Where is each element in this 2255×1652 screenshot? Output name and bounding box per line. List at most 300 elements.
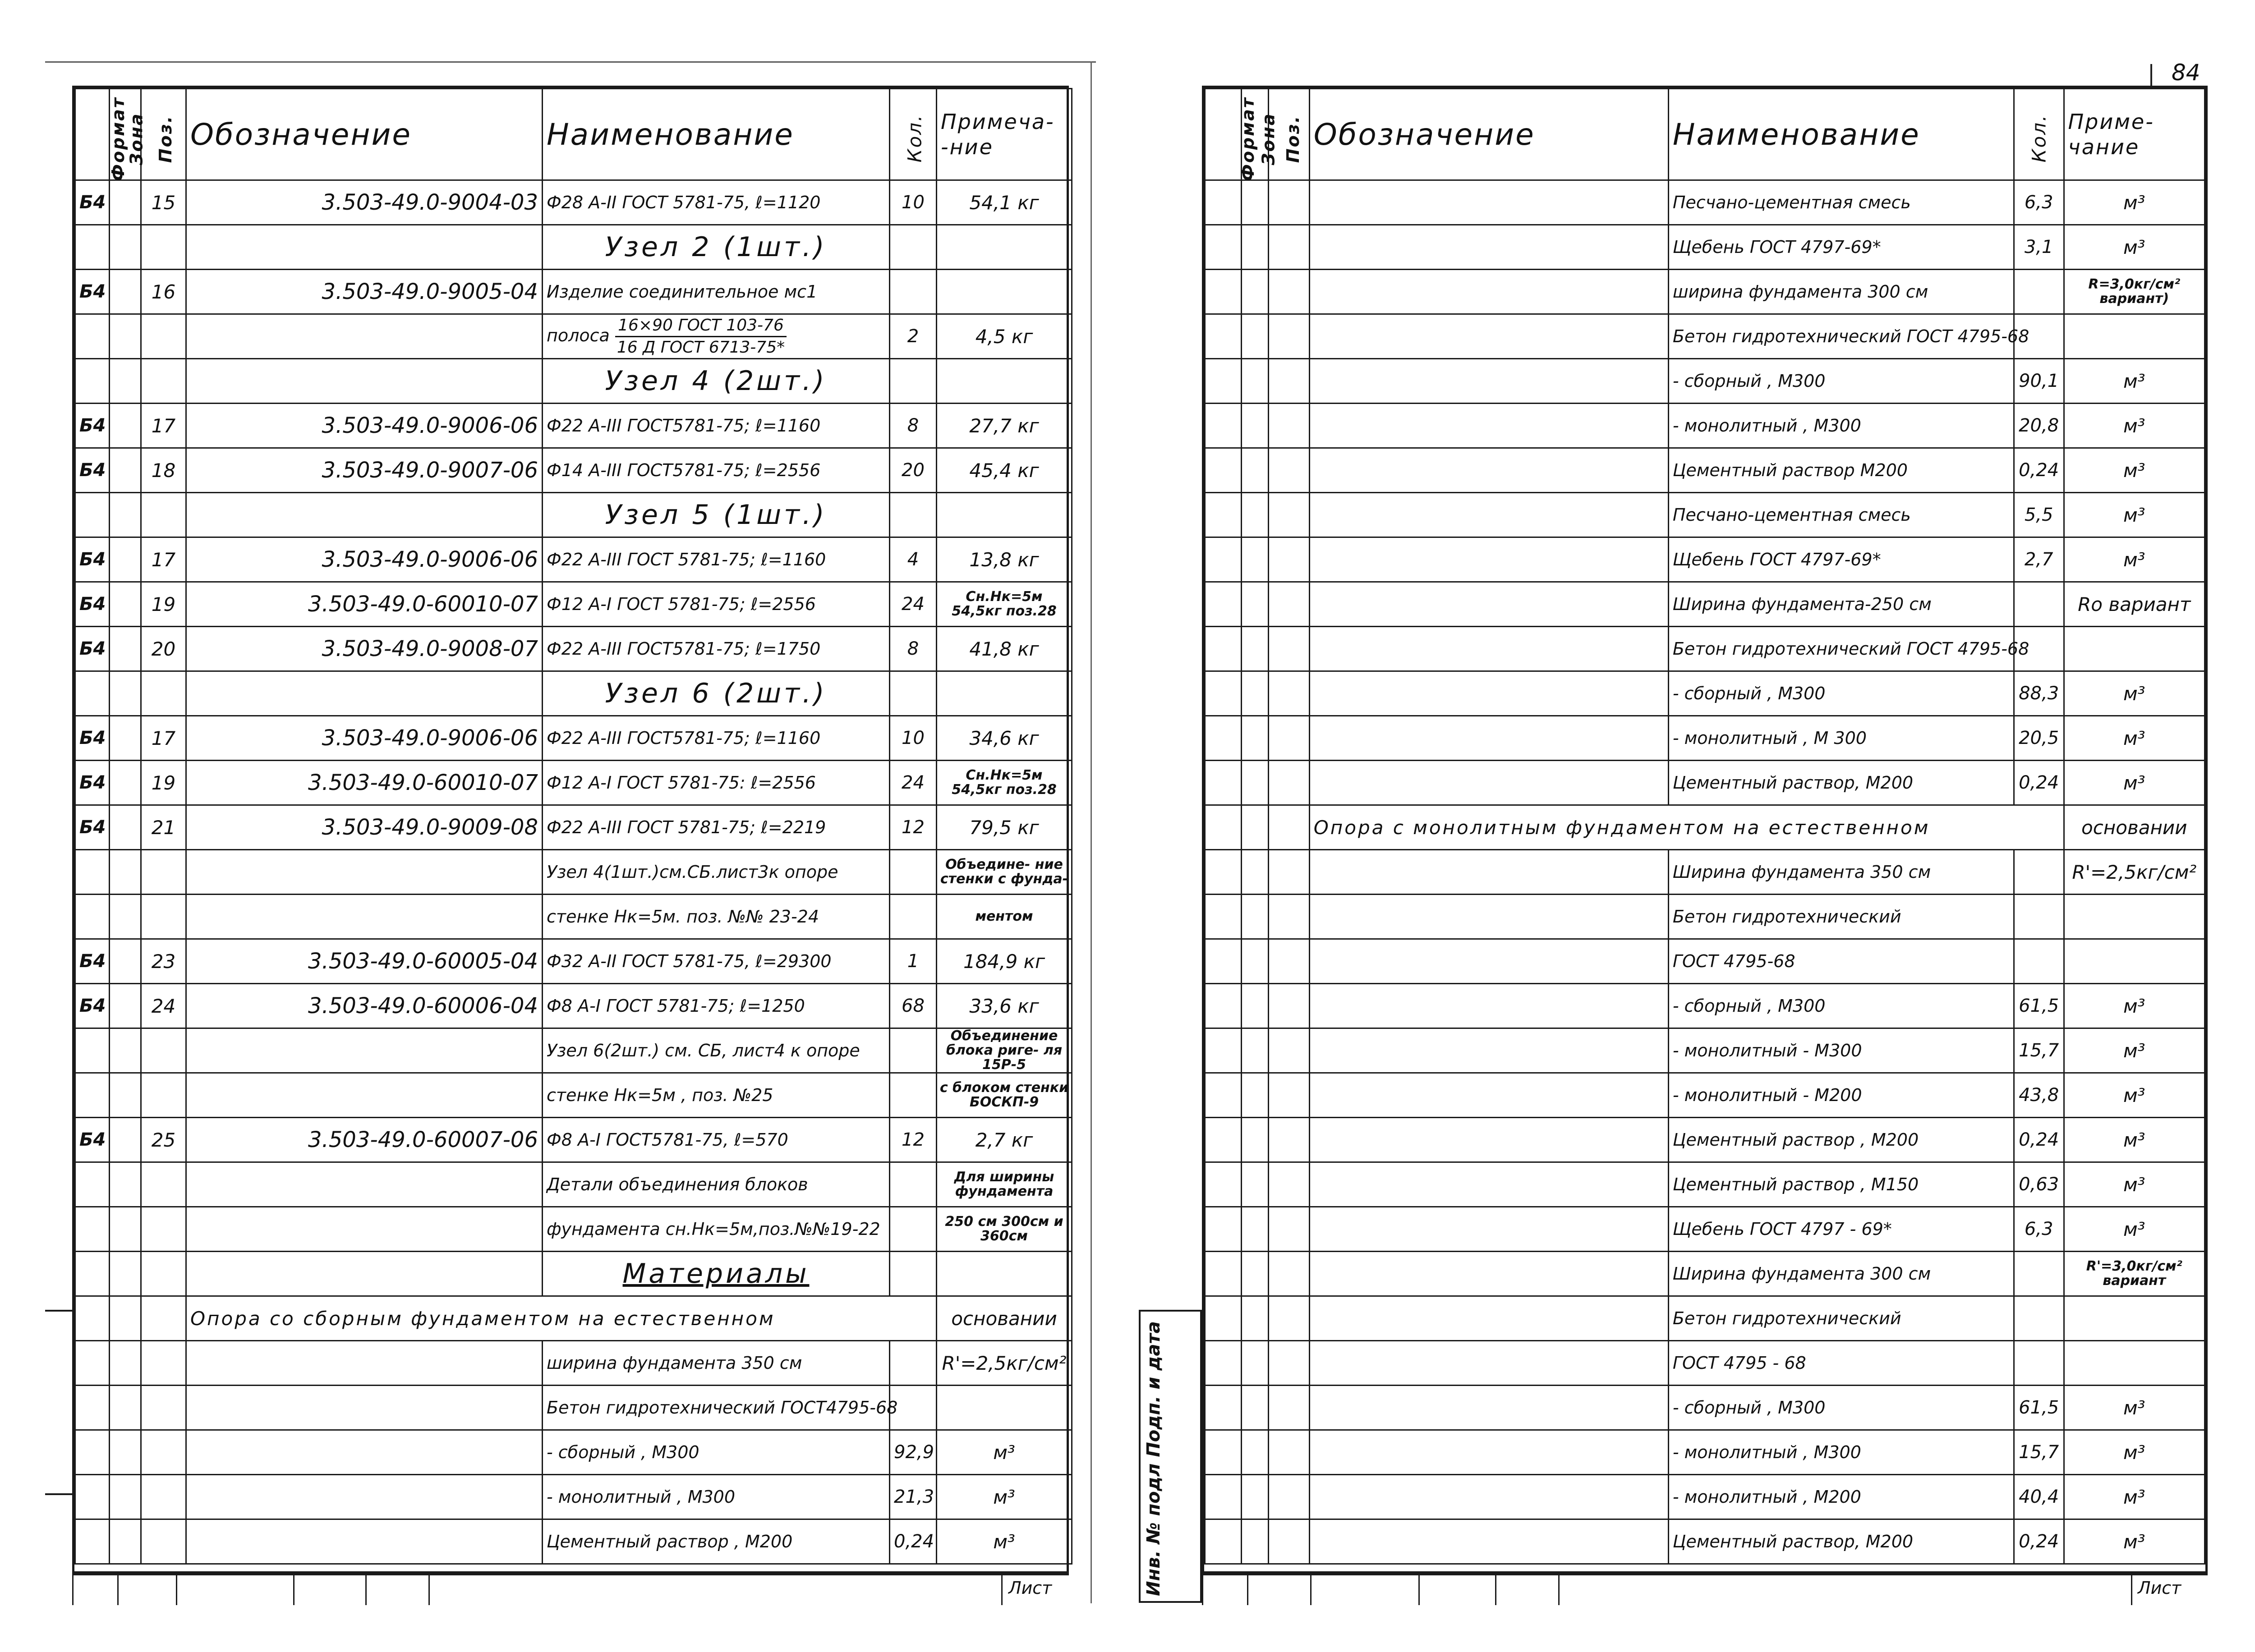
format-cell: Б4 — [75, 448, 110, 493]
designation-cell — [186, 1519, 543, 1564]
designation-cell — [186, 671, 543, 716]
pos-cell — [1269, 404, 1310, 448]
zone-cell — [1241, 671, 1268, 716]
name-cell: - монолитный , М 300 — [1668, 716, 2014, 761]
zone-cell — [110, 1252, 141, 1296]
zone-cell — [110, 1118, 141, 1162]
format-cell — [75, 1386, 110, 1430]
format-cell: Б4 — [75, 1118, 110, 1162]
qty-cell: 0,24 — [890, 1519, 937, 1564]
qty-cell — [890, 671, 937, 716]
name-cell: Песчано-цементная смесь — [1668, 180, 2014, 225]
qty-cell: 5,5 — [2014, 493, 2064, 537]
note-cell: ментом — [937, 895, 1072, 939]
designation-cell: 3.503-49.0-9005-04 — [186, 270, 543, 314]
note-cell: м³ — [937, 1475, 1072, 1519]
name-cell: Цементный раствор, М200 — [1668, 761, 2014, 805]
pos-cell — [141, 1430, 186, 1475]
table-row — [1205, 939, 2205, 984]
qty-cell: 20,8 — [2014, 404, 2064, 448]
qty-cell: 43,8 — [2014, 1073, 2064, 1118]
pos-cell — [141, 314, 186, 359]
pos-cell — [1269, 1028, 1310, 1073]
table-row — [75, 1341, 1072, 1386]
pos-cell — [1269, 1519, 1310, 1564]
name-cell: Изделие соединительное мс1 — [543, 270, 890, 314]
qty-cell: 61,5 — [2014, 984, 2064, 1028]
qty-cell — [890, 493, 937, 537]
designation-cell — [1309, 1252, 1668, 1296]
sheet-number: 84 — [2172, 60, 2200, 86]
pos-cell: 20 — [141, 627, 186, 671]
note-cell: 13,8 кг — [937, 537, 1072, 582]
pos-cell — [141, 1073, 186, 1118]
table-row — [1205, 716, 2205, 761]
format-cell: Б4 — [75, 939, 110, 984]
note-cell: м³ — [2064, 1430, 2204, 1475]
qty-cell: 15,7 — [2014, 1028, 2064, 1073]
name-cell: Ф22 А-III ГОСТ5781-75; ℓ=1750 — [543, 627, 890, 671]
group-heading: Опора с монолитным фундаментом на естественном — [1309, 805, 2064, 850]
qty-cell: 21,3 — [890, 1475, 937, 1519]
zone-cell — [110, 1519, 141, 1564]
name-cell: Ф8 А-I ГОСТ 5781-75; ℓ=1250 — [543, 984, 890, 1028]
pos-cell — [1269, 180, 1310, 225]
table-row — [1205, 582, 2205, 627]
name-cell: Ф22 А-III ГОСТ5781-75; ℓ=1160 — [543, 716, 890, 761]
name-cell: Ф28 А-II ГОСТ 5781-75, ℓ=1120 — [543, 180, 890, 225]
designation-cell — [186, 850, 543, 895]
note-cell — [2064, 939, 2204, 984]
format-cell — [1205, 1341, 1242, 1386]
note-cell — [937, 270, 1072, 314]
name-cell: - монолитный - М200 — [1668, 1073, 2014, 1118]
qty-cell: 8 — [890, 627, 937, 671]
name-cell: Ф12 А-I ГОСТ 5781-75: ℓ=2556 — [543, 761, 890, 805]
name-cell: Бетон гидротехнический ГОСТ 4795-68 — [1668, 627, 2014, 671]
table-row — [75, 1386, 1072, 1430]
format-cell — [1205, 895, 1242, 939]
qty-cell: 90,1 — [2014, 359, 2064, 404]
zone-cell — [1241, 1252, 1268, 1296]
zone-cell — [1241, 270, 1268, 314]
designation-cell — [186, 493, 543, 537]
note-cell: основании — [937, 1296, 1072, 1341]
note-cell — [2064, 895, 2204, 939]
qty-cell — [890, 895, 937, 939]
header-designation: Обозначение — [1309, 89, 1668, 180]
pos-cell — [141, 1519, 186, 1564]
qty-cell: 88,3 — [2014, 671, 2064, 716]
note-cell: 41,8 кг — [937, 627, 1072, 671]
designation-cell: 3.503-49.0-9008-07 — [186, 627, 543, 671]
name-cell: Бетон гидротехнический ГОСТ4795-68 — [543, 1386, 890, 1430]
note-cell: м³ — [2064, 493, 2204, 537]
zone-cell — [1241, 1073, 1268, 1118]
format-cell — [1205, 537, 1242, 582]
name-cell: Узел 6(2шт.) см. СБ, лист4 к опоре — [543, 1028, 890, 1073]
header-format: Формат — [75, 89, 110, 180]
table-row — [1205, 627, 2205, 671]
designation-cell: 3.503-49.0-60006-04 — [186, 984, 543, 1028]
name-cell: Цементный раствор , М150 — [1668, 1162, 2014, 1207]
format-cell — [1205, 1162, 1242, 1207]
pos-cell — [1269, 359, 1310, 404]
designation-cell — [186, 1207, 543, 1252]
table-row — [1205, 984, 2205, 1028]
note-cell — [2064, 1296, 2204, 1341]
header-qty: Кол. — [890, 89, 937, 180]
format-cell — [75, 225, 110, 270]
header-qty: Кол. — [2014, 89, 2064, 180]
format-cell — [75, 1341, 110, 1386]
designation-cell — [186, 314, 543, 359]
zone-cell — [1241, 225, 1268, 270]
table-row — [1205, 1073, 2205, 1118]
note-cell: м³ — [2064, 716, 2204, 761]
zone-cell — [110, 1073, 141, 1118]
zone-cell — [110, 537, 141, 582]
fraction — [615, 315, 787, 358]
section-title: Материалы — [543, 1252, 890, 1296]
name-cell: Ширина фундамента-250 см — [1668, 582, 2014, 627]
qty-cell — [890, 1341, 937, 1386]
table-row — [75, 359, 1072, 404]
pos-cell — [1269, 1341, 1310, 1386]
table-row — [75, 627, 1072, 671]
note-cell: м³ — [2064, 225, 2204, 270]
table-row — [75, 1252, 1072, 1296]
note-cell: Сн.Нк=5м 54,5кг поз.28 — [937, 582, 1072, 627]
zone-cell — [1241, 939, 1268, 984]
note-cell — [937, 1252, 1072, 1296]
format-cell: Б4 — [75, 716, 110, 761]
zone-cell — [110, 314, 141, 359]
zone-cell — [110, 1430, 141, 1475]
pos-cell — [1269, 1162, 1310, 1207]
section-title: Узел 2 (1шт.) — [543, 225, 890, 270]
zone-cell — [110, 850, 141, 895]
zone-cell — [110, 1028, 141, 1073]
name-cell: Щебень ГОСТ 4797-69* — [1668, 537, 2014, 582]
pos-cell — [141, 671, 186, 716]
designation-cell — [1309, 1296, 1668, 1341]
pos-cell: 19 — [141, 761, 186, 805]
zone-cell — [1241, 1028, 1268, 1073]
designation-cell — [1309, 761, 1668, 805]
header-name: Наименование — [543, 89, 890, 180]
format-cell — [75, 895, 110, 939]
qty-cell: 61,5 — [2014, 1386, 2064, 1430]
pos-cell — [141, 1207, 186, 1252]
header-designation: Обозначение — [186, 89, 543, 180]
format-cell — [1205, 225, 1242, 270]
designation-cell — [1309, 1073, 1668, 1118]
designation-cell — [186, 1073, 543, 1118]
format-cell: Б4 — [75, 404, 110, 448]
designation-cell — [1309, 850, 1668, 895]
note-cell: м³ — [2064, 1073, 2204, 1118]
name-cell: - сборный , М300 — [1668, 359, 2014, 404]
format-cell: Б4 — [75, 270, 110, 314]
table-row — [1205, 761, 2205, 805]
name-cell: Бетон гидротехнический — [1668, 895, 2014, 939]
zone-cell — [110, 404, 141, 448]
table-row — [75, 1162, 1072, 1207]
qty-cell — [890, 1162, 937, 1207]
format-cell — [75, 850, 110, 895]
format-cell — [75, 314, 110, 359]
zone-cell — [110, 1475, 141, 1519]
zone-cell — [110, 225, 141, 270]
zone-cell — [110, 895, 141, 939]
note-cell: м³ — [2064, 671, 2204, 716]
qty-cell: 6,3 — [2014, 180, 2064, 225]
designation-cell: 3.503-49.0-60010-07 — [186, 761, 543, 805]
format-cell — [75, 1296, 110, 1341]
designation-cell — [1309, 984, 1668, 1028]
table-row — [1205, 1162, 2205, 1207]
table-row — [1205, 1252, 2205, 1296]
left-specification-sheet — [72, 86, 1069, 1574]
qty-cell: 0,63 — [2014, 1162, 2064, 1207]
note-cell: м³ — [2064, 180, 2204, 225]
fraction-numerator: 16×90 ГОСТ 103-76 — [615, 315, 787, 337]
format-cell — [1205, 1028, 1242, 1073]
note-cell — [937, 225, 1072, 270]
designation-cell — [1309, 1475, 1668, 1519]
format-cell: Б4 — [75, 805, 110, 850]
designation-cell — [1309, 359, 1668, 404]
name-cell: стенке Нк=5м , поз. №25 — [543, 1073, 890, 1118]
format-cell — [1205, 761, 1242, 805]
qty-cell: 0,24 — [2014, 1519, 2064, 1564]
table-row — [75, 939, 1072, 984]
zone-cell — [1241, 850, 1268, 895]
pos-cell — [1269, 448, 1310, 493]
name-cell: Цементный раствор, М200 — [1668, 1519, 2014, 1564]
zone-cell — [110, 1341, 141, 1386]
table-header — [75, 89, 1072, 180]
format-cell — [1205, 404, 1242, 448]
table-row — [75, 850, 1072, 895]
designation-cell: 3.503-49.0-60005-04 — [186, 939, 543, 984]
qty-cell — [890, 225, 937, 270]
name-cell: - сборный , М300 — [1668, 984, 2014, 1028]
name-cell: Ширина фундамента 350 см — [1668, 850, 2014, 895]
pos-cell — [141, 225, 186, 270]
zone-cell — [110, 493, 141, 537]
section-title: Узел 4 (2шт.) — [543, 359, 890, 404]
qty-cell — [890, 359, 937, 404]
table-row — [1205, 314, 2205, 359]
note-cell: м³ — [2064, 1118, 2204, 1162]
qty-cell — [2014, 850, 2064, 895]
table-row — [75, 805, 1072, 850]
format-cell — [1205, 493, 1242, 537]
name-cell: Ф22 А-III ГОСТ 5781-75; ℓ=1160 — [543, 537, 890, 582]
zone-cell — [1241, 582, 1268, 627]
qty-cell: 0,24 — [2014, 448, 2064, 493]
note-cell — [2064, 627, 2204, 671]
note-cell: основании — [2064, 805, 2204, 850]
table-row — [75, 314, 1072, 359]
designation-cell — [1309, 404, 1668, 448]
table-row — [75, 984, 1072, 1028]
format-cell — [1205, 1386, 1242, 1430]
designation-cell — [186, 1162, 543, 1207]
table-row — [75, 1296, 1072, 1341]
pos-cell — [1269, 1386, 1310, 1430]
designation-cell — [1309, 895, 1668, 939]
name-cell — [543, 314, 890, 359]
pos-cell: 18 — [141, 448, 186, 493]
designation-cell — [1309, 671, 1668, 716]
designation-cell — [1309, 1341, 1668, 1386]
designation-cell — [1309, 448, 1668, 493]
table-row — [1205, 1296, 2205, 1341]
format-cell — [1205, 1252, 1242, 1296]
designation-cell — [1309, 1519, 1668, 1564]
pos-cell — [141, 1386, 186, 1430]
name-cell: Ф22 А-III ГОСТ5781-75; ℓ=1160 — [543, 404, 890, 448]
zone-cell — [110, 359, 141, 404]
pos-cell — [141, 1296, 186, 1341]
pos-cell — [1269, 761, 1310, 805]
pos-cell — [1269, 627, 1310, 671]
format-cell: Б4 — [75, 180, 110, 225]
name-cell: Цементный раствор , М200 — [543, 1519, 890, 1564]
table-row — [75, 671, 1072, 716]
note-cell: R'=2,5кг/см² — [2064, 850, 2204, 895]
header-zone: Зона — [1241, 89, 1268, 180]
header-note: Приме- чание — [2064, 89, 2204, 180]
note-cell — [937, 493, 1072, 537]
pos-cell — [1269, 1207, 1310, 1252]
format-cell — [1205, 716, 1242, 761]
table-row — [1205, 180, 2205, 225]
format-cell — [1205, 1296, 1242, 1341]
pos-cell — [1269, 671, 1310, 716]
format-cell — [75, 1252, 110, 1296]
zone-cell — [1241, 1296, 1268, 1341]
format-cell — [1205, 582, 1242, 627]
designation-cell — [1309, 1386, 1668, 1430]
note-cell — [2064, 314, 2204, 359]
designation-cell — [186, 895, 543, 939]
table-row — [75, 404, 1072, 448]
designation-cell — [186, 359, 543, 404]
pos-cell — [1269, 537, 1310, 582]
format-cell: Б4 — [75, 984, 110, 1028]
pos-cell: 23 — [141, 939, 186, 984]
note-cell: с блоком стенки БОСКП-9 — [937, 1073, 1072, 1118]
format-cell — [1205, 850, 1242, 895]
pos-cell — [1269, 850, 1310, 895]
header-pos: Поз. — [141, 89, 186, 180]
note-cell: м³ — [2064, 1207, 2204, 1252]
table-row — [1205, 850, 2205, 895]
table-row — [1205, 1341, 2205, 1386]
name-cell: - монолитный , М300 — [543, 1475, 890, 1519]
note-cell: 34,6 кг — [937, 716, 1072, 761]
designation-cell — [1309, 716, 1668, 761]
designation-cell: 3.503-49.0-9004-03 — [186, 180, 543, 225]
zone-cell — [1241, 984, 1268, 1028]
name-cell: - сборный , М300 — [543, 1430, 890, 1475]
zone-cell — [110, 761, 141, 805]
designation-cell: 3.503-49.0-9006-06 — [186, 404, 543, 448]
format-cell — [1205, 671, 1242, 716]
format-cell — [75, 359, 110, 404]
format-cell: Б4 — [75, 582, 110, 627]
name-cell: ГОСТ 4795 - 68 — [1668, 1341, 2014, 1386]
designation-cell: 3.503-49.0-9006-06 — [186, 537, 543, 582]
pos-cell — [1269, 1252, 1310, 1296]
qty-cell — [890, 1073, 937, 1118]
qty-cell — [2014, 270, 2064, 314]
zone-cell — [1241, 404, 1268, 448]
qty-cell — [890, 1252, 937, 1296]
qty-cell: 15,7 — [2014, 1430, 2064, 1475]
qty-cell: 10 — [890, 716, 937, 761]
format-cell — [1205, 448, 1242, 493]
name-cell: Ф12 А-I ГОСТ 5781-75; ℓ=2556 — [543, 582, 890, 627]
note-cell: 27,7 кг — [937, 404, 1072, 448]
pos-cell: 21 — [141, 805, 186, 850]
pos-cell — [1269, 1073, 1310, 1118]
name-cell: Узел 4(1шт.)см.СБ.лист3к опоре — [543, 850, 890, 895]
note-cell: м³ — [2064, 537, 2204, 582]
zone-cell — [110, 1386, 141, 1430]
note-cell — [2064, 1341, 2204, 1386]
designation-cell — [1309, 627, 1668, 671]
qty-cell: 92,9 — [890, 1430, 937, 1475]
zone-cell — [1241, 314, 1268, 359]
qty-cell: 20,5 — [2014, 716, 2064, 761]
designation-cell — [1309, 537, 1668, 582]
pos-cell — [1269, 270, 1310, 314]
designation-cell — [1309, 1028, 1668, 1073]
note-cell: м³ — [2064, 404, 2204, 448]
pos-cell — [1269, 314, 1310, 359]
pos-cell — [1269, 1475, 1310, 1519]
note-cell — [937, 359, 1072, 404]
name-cell: Ф32 А-II ГОСТ 5781-75, ℓ=29300 — [543, 939, 890, 984]
format-cell — [1205, 805, 1242, 850]
table-row — [75, 1028, 1072, 1073]
left-binding-tick — [45, 1493, 72, 1495]
format-cell — [1205, 627, 1242, 671]
zone-cell — [1241, 627, 1268, 671]
note-cell: м³ — [2064, 448, 2204, 493]
qty-cell — [2014, 1296, 2064, 1341]
qty-cell — [890, 1207, 937, 1252]
pos-cell — [1269, 493, 1310, 537]
designation-cell: 3.503-49.0-60010-07 — [186, 582, 543, 627]
pos-cell: 17 — [141, 716, 186, 761]
table-row — [1205, 1475, 2205, 1519]
left-sheet-label: Лист — [1008, 1578, 1052, 1598]
note-cell: м³ — [2064, 1475, 2204, 1519]
name-cell: Бетон гидротехнический ГОСТ 4795-68 — [1668, 314, 2014, 359]
format-cell — [75, 1475, 110, 1519]
table-row — [1205, 671, 2205, 716]
designation-cell — [1309, 225, 1668, 270]
zone-cell — [1241, 1386, 1268, 1430]
name-cell: стенке Нк=5м. поз. №№ 23-24 — [543, 895, 890, 939]
format-cell — [1205, 270, 1242, 314]
